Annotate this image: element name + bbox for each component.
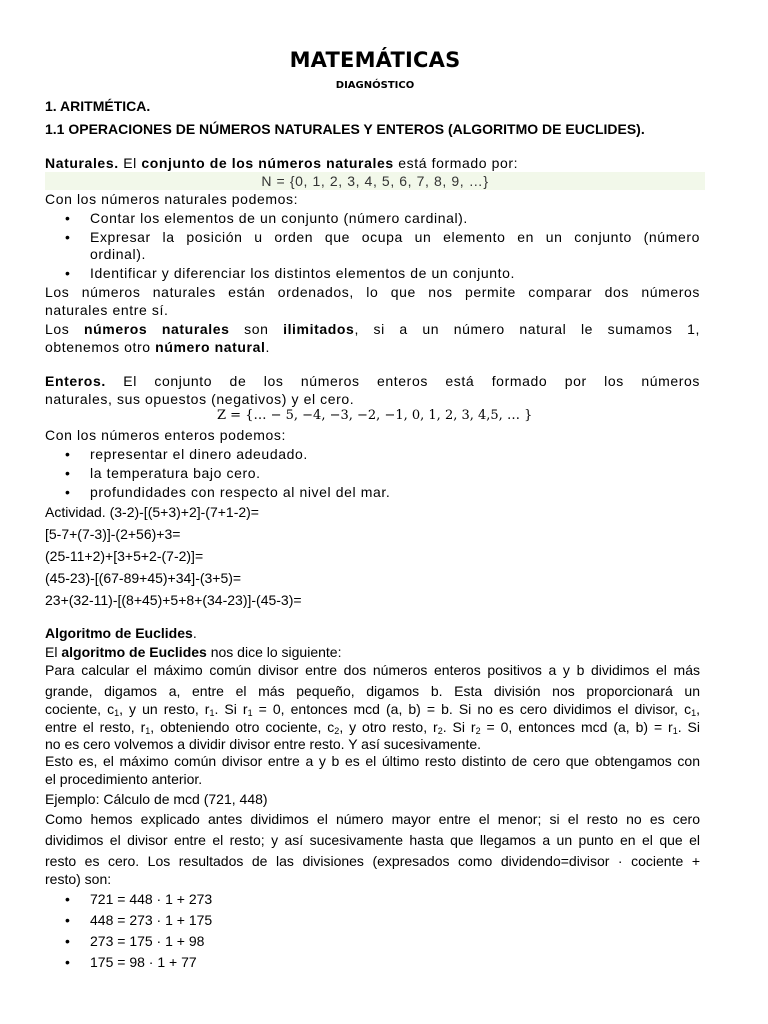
section-heading-aritmetica: 1. ARITMÉTICA. [45, 98, 151, 114]
list-item: Identificar y diferenciar los distintos elementos de un conjunto. [90, 265, 515, 281]
list-item: 448 = 273 · 1 + 175 [90, 912, 213, 928]
list-item: 721 = 448 · 1 + 273 [90, 891, 213, 907]
enteros-podemos: Con los números enteros podemos: [45, 427, 286, 443]
enteros-intro: Enteros. El conjunto de los números enteros está formado por los números [45, 373, 700, 389]
list-item: la temperatura bajo cero. [90, 465, 261, 481]
bullet-icon: • [65, 210, 70, 226]
euclides-heading: Algoritmo de Euclides. [45, 625, 197, 641]
paragraph-line: naturales entre sí. [45, 302, 169, 318]
bullet-icon: • [65, 912, 70, 928]
actividad-line: Actividad. (3-2)-[(5+3)+2]-(7+1-2)= [45, 504, 259, 520]
paragraph-line: entre el resto, $r_1$, obteniendo otro cociente, $c_2$, y otro resto, $r_2$. Si $r_2 = 0$, entonces mcd (a, $b) = r_1$. Si [45, 719, 700, 736]
bullet-icon: • [65, 954, 70, 970]
bullet-icon: • [65, 933, 70, 949]
ejemplo-line: Ejemplo: Cálculo de mcd (721, 448) [45, 791, 268, 807]
paragraph-line: resto es cero. Los resultados de las divisiones (expresados como dividendo=divisor · cociente + [45, 853, 700, 869]
enteros-label: Enteros. [45, 373, 106, 389]
bullet-icon: • [65, 484, 70, 500]
list-item: 273 = 175 · 1 + 98 [90, 933, 205, 949]
naturales-intro: Naturales. El conjunto de los números naturales está formado por: [45, 155, 519, 171]
bullet-icon: • [65, 465, 70, 481]
bullet-icon: • [65, 265, 70, 281]
paragraph-line: obtenemos otro número natural. [45, 339, 270, 355]
paragraph-line: Esto es, el máximo común divisor entre a y b es el último resto distinto de cero que obtengamos con [45, 753, 700, 769]
paragraph-line: cociente, $c_1$, y un resto, $r_1$. Si $r_1 = 0$, entonces mcd (a, b) = b. Si no es cero dividimos el divisor, $c_1$, [45, 701, 700, 718]
bullet-icon: • [65, 891, 70, 907]
subsection-heading-operaciones: 1.1 OPERACIONES DE NÚMEROS NATURALES Y ENTEROS (ALGORITMO DE EUCLIDES). [45, 121, 645, 137]
paragraph-line: grande, digamos a, entre el más pequeño, digamos b. Esta división nos proporcionará un [45, 683, 700, 699]
paragraph-line: Los números naturales son ilimitados, si a un número natural le sumamos 1, [45, 321, 700, 337]
list-item: 175 = 98 · 1 + 77 [90, 954, 197, 970]
list-item-continuation: ordinal). [90, 246, 146, 262]
naturales-set: N = {0, 1, 2, 3, 4, 5, 6, 7, 8, 9, …} [45, 172, 705, 190]
paragraph-line: Los números naturales están ordenados, lo que nos permite comparar dos números [45, 284, 700, 300]
bullet-icon: • [65, 229, 70, 245]
paragraph-line: Como hemos explicado antes dividimos el número mayor entre el menor; si el resto no es cero [45, 811, 700, 827]
actividad-line: (25-11+2)+[3+5+2-(7-2)]= [45, 548, 204, 564]
list-item: profundidades con respecto al nivel del mar. [90, 484, 391, 500]
paragraph-line: dividimos el divisor entre el resto; y así sucesivamente hasta que llegamos a un punto en el que el [45, 832, 700, 848]
page-title: MATEMÁTICAS [289, 48, 461, 72]
page-subtitle: DIAGNÓSTICO [335, 80, 415, 91]
actividad-line: (45-23)-[(67-89+45)+34]-(3+5)= [45, 570, 242, 586]
paragraph-line: el procedimiento anterior. [45, 771, 203, 787]
paragraph-line: resto) son: [45, 871, 112, 887]
naturales-podemos: Con los números naturales podemos: [45, 191, 299, 207]
enteros-set: Z = {… − 5, −4, −3, −2, −1, 0, 1, 2, 3, 4,5, … } [217, 408, 533, 423]
list-item: Expresar la posición u orden que ocupa un elemento en un conjunto (número [90, 229, 700, 245]
list-item: representar el dinero adeudado. [90, 446, 308, 462]
paragraph-line: Para calcular el máximo común divisor entre dos números enteros positivos a y b dividimos el más [45, 662, 700, 678]
bullet-icon: • [65, 446, 70, 462]
actividad-line: [5-7+(7-3)]-(2+56)+3= [45, 526, 181, 542]
paragraph-line: no es cero volvemos a dividir divisor entre resto. Y así sucesivamente. [45, 736, 482, 752]
naturales-label: Naturales. [45, 155, 119, 171]
paragraph-line: El algoritmo de Euclides nos dice lo siguiente: [45, 644, 342, 660]
actividad-line: 23+(32-11)-[(8+45)+5+8+(34-23)]-(45-3)= [45, 592, 302, 608]
paragraph-line: naturales, sus opuestos (negativos) y el cero. [45, 391, 355, 407]
naturales-term: conjunto de los números naturales [141, 155, 394, 171]
list-item: Contar los elementos de un conjunto (número cardinal). [90, 210, 468, 226]
